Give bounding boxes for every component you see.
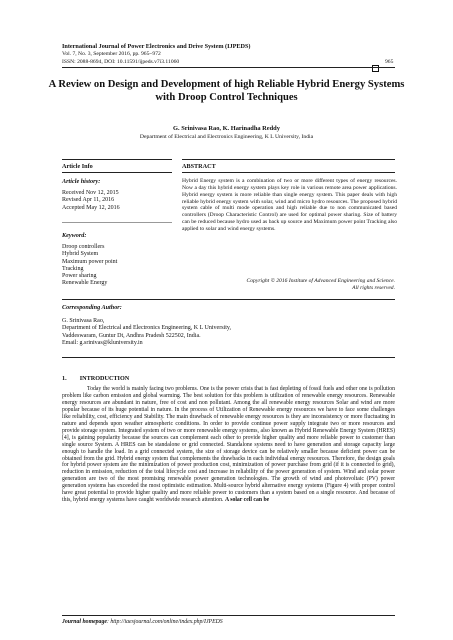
history-heading: Article history: [62, 178, 101, 185]
keywords-list [62, 244, 117, 288]
homepage-label: Journal homepage [62, 619, 107, 625]
history-item: Revised Apr 11, 2016 [62, 197, 115, 204]
volume-line: Vol. 7, No. 3, September 2016, pp. 965~972 [62, 51, 161, 57]
article-info-heading: Article Info [62, 163, 93, 170]
abstract-text: Hybrid Energy system is a combination of two or more different types of energy resources. Now a day this hybrid energy system plays key role in various remote area power applications. Hybrid energy system is more reliable than single energy system. This paper deals with high reliable hybrid energy system with solar, wind and micro hydro resources. The proposed hybrid system cable of multi mode operation and high reliable due to non communicated based controllers (Droop Characteristic Control) are used for optimal power sharing. Size of battery can be reduced because hydro used as back up source and Maximum power point Tracking also applied to solar and wind energy systems. [182, 178, 397, 232]
keywords-heading: Keyword: [62, 232, 87, 239]
keyword-item: Hybrid System [62, 251, 99, 258]
abstract-heading: ABSTRACT [182, 163, 216, 170]
homepage-url[interactable]: http://iaesjournal.com/online/index.php/IJPEDS [110, 619, 223, 625]
history-list [62, 190, 120, 212]
paper-title: A Review on Design and Development of high Reliable Hybrid Energy Systems with Droop Control Techniques [48, 79, 405, 103]
info-rule-mid [62, 172, 172, 173]
authors: G. Srinivasa Rao, K. Harinadha Reddy [173, 125, 280, 132]
corresponding-line: Vaddeswaram, Guntur Dt, Andhra Pradesh 522502, India. [62, 332, 201, 339]
copyright-line: Copyright © 2016 Institute of Advanced Engineering and Science. [246, 278, 395, 284]
info-divider [62, 222, 172, 223]
rights-line: All rights reserved. [352, 285, 395, 291]
journal-homepage: Journal homepage: http://iaesjournal.com/online/index.php/IJPEDS [62, 619, 223, 625]
corresponding-heading: Corresponding Author: [62, 304, 122, 311]
affiliation: Department of Electrical and Electronics Engineering, K L University, India [139, 134, 314, 140]
keyword-item: Tracking [62, 265, 84, 272]
journal-name: International Journal of Power Electronics and Drive System (IJPEDS) [62, 43, 251, 50]
copyright-notice [182, 278, 395, 292]
footer-rule [62, 615, 395, 616]
info-rule-top [62, 159, 172, 160]
header-rule [62, 67, 395, 68]
intro-number: 1. [62, 375, 67, 382]
intro-body [62, 386, 395, 504]
corresponding-block [62, 318, 231, 347]
intro-tail: A solar cell can be [224, 497, 270, 504]
history-item: Received Nov 12, 2015 [62, 190, 119, 196]
keyword-item: Maximum power point [62, 258, 118, 265]
abstract-rule-mid [182, 172, 395, 173]
issn-line: ISSN: 2088-8694, DOI: 10.11591/ijpeds.v7i3.11060 [62, 58, 180, 65]
page-number: 965 [385, 58, 394, 65]
history-item: Accepted May 12, 2016 [62, 204, 120, 211]
corresponding-rule-bottom [62, 357, 395, 358]
corresponding-line: Department of Electrical and Electronics Engineering, K L University, [62, 325, 231, 332]
corresponding-rule-top [62, 299, 395, 300]
intro-heading [62, 375, 129, 382]
intro-text: Today the world is mainly facing two problems. One is the power crisis that is fast depleting of fossil fuels and other one is pollution problem like carbon emission and global warming. The best solution for this problem is utilization of renewable energy resources. Renewable energy resources are abundant in nature, free of cost and non pollutant. Among the all renewable energy resources Solar and wind are more popular because of its huge potential in nature. In the process of Utilization of Renewable energy resources we have to face some challenges like reliability, cost, efficiency and Stability. The main drawback of renewable energy resources is they are inconsistency or more fluctuating in nature and depends upon weather atmospheric conditions. In order to provide continue power supply integrate two or more resources and provide storage system. Integrated system of two or more renewable energy systems, also known as Hybrid Renewable Energy System (HRES) [4], is gaining popularity because the sources can complement each other to provide higher quality and more reliable power to customer than single source System. A HRES can be standalone or grid connected. Standalone systems need to have generation and storage capacity large enough to handle the load. In a grid connected system, the size of storage device can be relatively smaller because deficient power can be obtained from the grid. Hybrid energy system that complements the drawbacks in each individual energy resources. Therefore, the design goals for hybrid power system are the minimization of power production cost, minimization of power purchase from grid (if it is connected to grid), reduction in emission, reduction of the total lifecycle cost and increase in reliability of the power generation of system. Wind and solar power generation are two of the most promising renewable power generation technologies. The growth of wind and photovoltaic (PV) power generation systems has exceeded the most optimistic estimation. Multi-source hybrid alternative energy systems (Figure 4) with proper control have great potential to provide higher quality and more reliable power to customers than a system based on a single resource. And because of this, hybrid energy systems have caught worldwide research attention. [62, 386, 395, 504]
intro-title: INTRODUCTION [79, 375, 130, 382]
corresponding-line: G. Srinivasa Rao, [62, 318, 105, 324]
keyword-item: Droop controllers [62, 244, 105, 250]
corresponding-email: Email: g.srinivas@kluniversity.in [62, 339, 143, 346]
keyword-item: Power sharing [62, 273, 97, 280]
keyword-item: Renewable Energy [62, 280, 108, 287]
abstract-rule-top [182, 159, 395, 160]
